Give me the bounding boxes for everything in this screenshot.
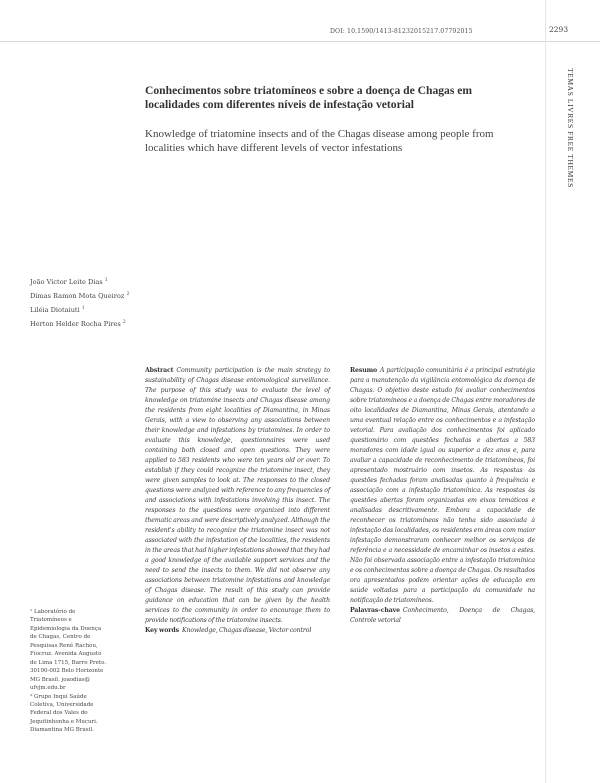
resumo-text: A participação comunitária é a principal estratégia para a manutenção da vigilância entomológica da doença de Chagas. O objetivo deste estudo foi avaliar conhecimentos sobre triatomíneos e a doença de Chagas entre moradores de oito localidades de Diamantina, Minas Gerais, atentando a uma eventual relação entre os conhecimentos e a infestação vetorial. Para avaliação dos conhecimentos foi aplicado questionário com questões fechadas e abertas a 583 moradores com idade igual ou superior a dez anos e, para avaliar a capacidade de reconhecimento de triatomíneos, foi apresentado mostruário com insetos. As respostas às questões fechadas foram analisadas quanto à frequência e associação com a infestação triatomínica. As respostas às questões abertas foram organizadas em eixos temáticos e analisadas descritivamente. Embora a capacidade de reconhecer os triatomíneos não tenha sido associada à infestação das localidades, os residentes em áreas com maior infestação demonstraram conhecer melhor os serviços de referência e a necessidade de encaminhar os insetos a estes. Não foi observada associação entre a infestação triatomínica e os conhecimentos sobre a doença de Chagas. Os resultados ora apresentados podem orientar ações de educação em saúde voltadas para a participação da comunidade na notificação de triatomíneos. [350,367,535,604]
header-divider [0,41,600,42]
title-english: Knowledge of triatomine insects and of the Chagas disease among people from localities which have different levels of vector infestations [145,128,494,155]
margin-divider [545,0,546,783]
affiliation-line: de Lima 1715, Barro Preto. [30,659,107,666]
author: Herton Helder Rocha Pires $^2$ [30,319,126,328]
affiliation-line: Diamantina MG Brasil. [30,727,94,734]
palavras-chave-text: Conhecimento, Doença de Chagas, Controle vetorial [350,607,535,624]
affiliation-line: Pesquisas René Rachou, [30,642,98,649]
affiliation-line: de Chagas, Centro de [30,634,91,641]
palavras-chave-label: Palavras-chave [350,607,400,614]
keywords-text: Knowledge, Chagas disease, Vector control [181,627,312,634]
affiliation-line: 30190-002 Belo Horizonte [30,668,104,675]
palavras-chave [350,606,535,626]
affiliation-line: Coletiva, Universidade [30,701,94,708]
doi-text: DOI: 10.1590/1413-81232015217.07792015 [330,28,473,35]
affiliation-line: Triatomíneos e [30,617,72,624]
author-list [30,275,180,331]
affiliation-line: Epidemiologia da Doença [30,625,102,632]
keywords-label: Key words [145,627,179,634]
affiliation-line: Jequitinhonha e Mucuri. [30,718,98,725]
keywords [145,626,330,636]
affiliation-line: ² Grupo Inquí Saúde [30,693,87,700]
abstract-label: Abstract [145,367,174,374]
affiliation-line: Federal dos Vales do [30,710,88,717]
affiliation-line: Fiocruz. Avenida Augusto [30,651,102,658]
section-label: TEMAS LIVRES FREE THEMES [566,68,575,188]
author: Liléia Diotaiuti $^1$ [30,305,85,314]
author: João Victor Leite Dias $^1$ [30,278,108,287]
affiliation-line: MG Brasil. joaodias@ [30,676,91,683]
author: Dimas Ramon Mota Queiroz $^2$ [30,291,130,301]
affiliations [30,608,130,735]
affiliation-line: ufvjm.edu.br [30,685,66,692]
abstract-portuguese [350,366,535,626]
title-portuguese: Conhecimentos sobre triatomíneos e sobre a doença de Chagas em localidades com diferentes níveis de infestação vetorial [145,84,473,111]
affiliation-line: ¹ Laboratório de [30,609,76,615]
page-number: 2293 [549,25,569,34]
abstract-text: Community participation is the main strategy to sustainability of Chagas disease entomological surveillance. The purpose of this study was to evaluate the level of knowledge on triatomine insects and Chagas disease among the residents from eight localities of Diamantina, in Minas Gerais, with a view to observing any associations between their knowledge and infestations by triatomines. In order to evaluate this knowledge, questionnaires were used containing both closed and open questions. They were applied to 583 residents who were ten years old or over. To establish if they could recognize the triatomine insect, they were given samples to look at. The responses to the closed questions were analyzed with reference to any frequencies of and associations with infestations involving this insect. The responses to the questions were organized into different thematic areas and were descriptively analyzed. Although the resident's ability to recognize the triatomine insect was not associated with the infestation of the localities, the residents in the areas that had higher infestations showed that they had a good knowledge of the available support services and the need to send the insects to them. We did not observe any associations between triatomine infestations and knowledge of Chagas disease. The result of this study can provide guidance on education that can be given by the health services to the community in order to encourage them to provide notifications of the triatomine insects. [145,367,330,624]
resumo-label: Resumo [350,367,378,374]
abstract-english [145,366,330,636]
